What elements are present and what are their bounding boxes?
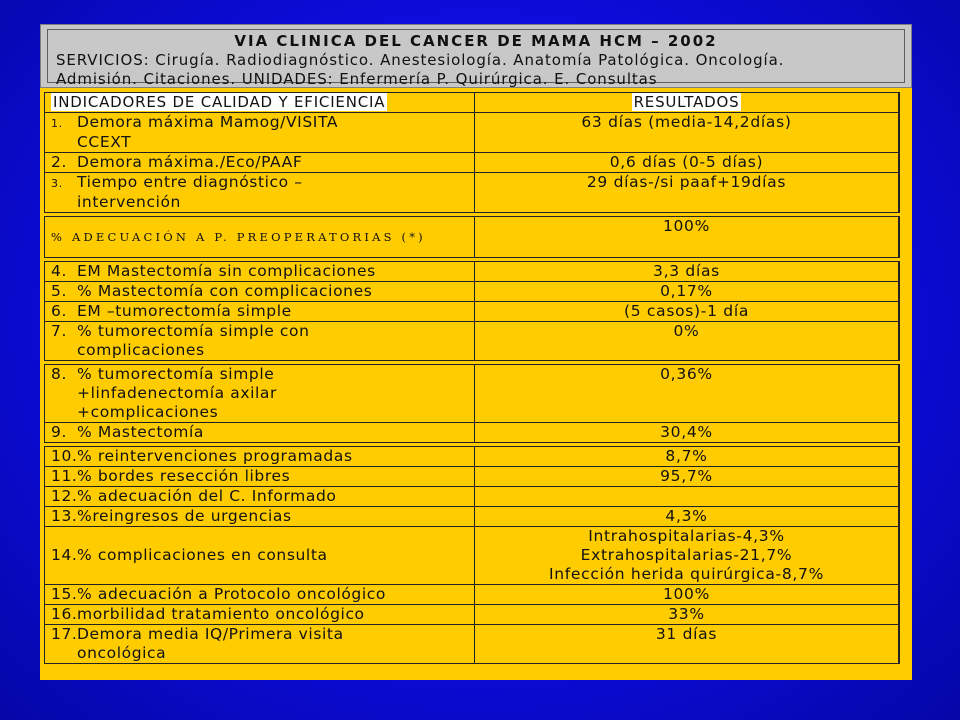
table-row: 7. % tumorectomía simple con complicaciones 0% [45, 321, 898, 360]
header-units-line: Admisión. Citaciones. UNIDADES: Enfermería P. Quirúrgica. E. Consultas [56, 70, 658, 88]
col1-header: INDICADORES DE CALIDAD Y EFICIENCIA [53, 93, 386, 111]
table-row: 2. Demora máxima./Eco/PAAF 0,6 días (0-5 días) [45, 152, 898, 172]
header-services-line: SERVICIOS: Cirugía. Radiodiagnóstico. Anestesiología. Anatomía Patológica. Oncología. [56, 51, 785, 69]
table-row: 3. Tiempo entre diagnóstico – intervención 29 días-/si paaf+19días [45, 172, 898, 212]
table-row: 13.%reingresos de urgencias 4,3% [45, 506, 898, 526]
table-header-row [45, 93, 898, 112]
page-title: VIA CLINICA DEL CANCER DE MAMA HCM – 2002 [234, 32, 718, 50]
table-row: 14. % complicaciones en consulta Intrahospitalarias-4,3% Extrahospitalarias-21,7% Infección herida quirúrgica-8,7% [45, 526, 898, 584]
table-row: 12.% adecuación del C. Informado [45, 486, 898, 506]
table-section-a [44, 92, 900, 213]
table-row: 4. EM Mastectomía sin complicaciones 3,3 días [45, 262, 898, 281]
table-section-e [44, 446, 900, 664]
table-row: 8. % tumorectomía simple +linfadenectomía axilar +complicaciones 0,36% [45, 365, 898, 422]
table-section-b [44, 216, 900, 258]
header-box [40, 24, 912, 88]
table-row: 5. % Mastectomía con complicaciones 0,17% [45, 281, 898, 301]
table-row: 17.Demora media IQ/Primera visita oncológica 31 días [45, 624, 898, 663]
table-row: 10.% reintervenciones programadas 8,7% [45, 447, 898, 466]
header-inner [47, 29, 905, 88]
table-row: 11.% bordes resección libres 95,7% [45, 466, 898, 486]
table-row: 9. % Mastectomía 30,4% [45, 422, 898, 442]
table-row: 6. EM –tumorectomía simple (5 casos)-1 día [45, 301, 898, 321]
table-row: 16.morbilidad tratamiento oncológico 33% [45, 604, 898, 624]
table-row: % ADECUACIÓN A P. PREOPERATORIAS (*) 100% [45, 217, 898, 257]
col2-header: RESULTADOS [633, 93, 740, 111]
table-row: 1. Demora máxima Mamog/VISITA CCEXT 63 días (media-14,2días) [45, 112, 898, 152]
table-section-c [44, 261, 900, 361]
indicators-table [44, 92, 900, 664]
table-section-d [44, 364, 900, 443]
table-row: 15.% adecuación a Protocolo oncológico 100% [45, 584, 898, 604]
